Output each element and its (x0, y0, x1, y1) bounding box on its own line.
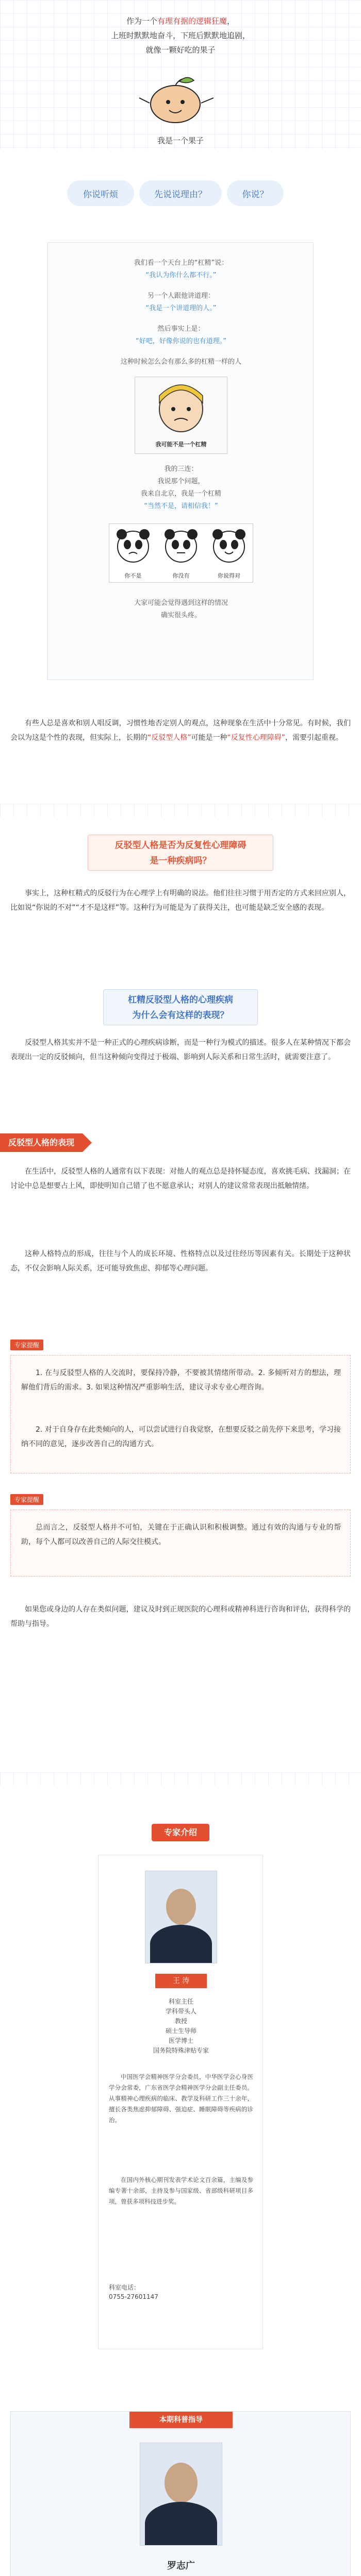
body-paragraph: 反驳型人格其实并不是一种正式的心理疾病诊断，而是一种行为模式的描述。很多人在某种情况下都会表现出一定的反驳倾向，但当这种倾向变得过于极端、影响到人际关系和日常生活时，就需要注意了。 (10, 1039, 351, 1061)
body-paragraph: 在生活中，反驳型人格的人通常有以下表现：对他人的观点总是持怀疑态度，喜欢挑毛病、找漏洞；在讨论中总是想要占上风，即使明知自己错了也不愿意承认；对别人的建议常常表现出抵触情绪。 (10, 1167, 351, 1190)
fruit-doodle-icon (119, 72, 242, 129)
expert-title: 教授 (174, 2018, 187, 2025)
tip-label: 专家提醒 (10, 1494, 43, 1505)
dialogue-line: 确实很头疼。 (160, 612, 201, 619)
question-box-blue (103, 989, 258, 1025)
question-line: 为什么会有这样的表现？ (132, 1010, 229, 1021)
expert-role (11, 2574, 351, 2576)
expert-bio: 在国内外核心期刊发表学术论文百余篇，主编及参编专著十余部，主持及参与国家级、省部级科研项目多项，曾获多项科技进步奖。 (109, 2176, 253, 2205)
meme-image (135, 377, 227, 454)
expert-name: 罗志广 (167, 2561, 195, 2571)
tip-text: 总而言之，反驳型人格并不可怕，关键在于正确认识和积极调整。通过有效的沟通与专业的帮助，每个人都可以改善自己的人际交往模式。 (21, 1523, 341, 1546)
tip-box (10, 1510, 351, 1577)
bubble-area (0, 175, 361, 232)
meme-caption: 我是一个果子 (157, 136, 204, 145)
expert-bio: 中国医学会精神医学分会委员，中华医学会心身医学分会常委，广东省医学会精神医学分会副主任委员。从事精神心理疾病的临床、教学及科研工作三十余年，擅长各类焦虑抑郁障碍、强迫症、睡眠障碍等疾病的诊治。 (109, 2073, 253, 2124)
dialogue-line: 我来自北京，我是一个杠精 (140, 490, 221, 498)
dialogue-line: 然后事实上是： (157, 325, 205, 333)
expert-header: 本期科普指导 (129, 2412, 233, 2428)
expert-card-2 (10, 2411, 351, 2576)
paragraph-highlight: “反驳型人格” (147, 734, 191, 742)
tip-label: 专家提醒 (10, 1340, 43, 1350)
question-box (88, 835, 273, 871)
panda-caption: 你说得对 (218, 572, 240, 579)
dialogue-card (47, 242, 314, 680)
expert-title: 医学博士 (168, 2037, 193, 2044)
tip-text: 1. 在与反驳型人格的人交流时，要保持冷静，不要被其情绪所带动。2. 多倾听对方的想法，理解他们背后的需求。3. 如果这种情况严重影响生活，建议寻求专业心理咨询。 (21, 1369, 341, 1392)
dialogue-line: 我说那个问题， (157, 478, 205, 485)
body-paragraph: 事实上，这种杠精式的反驳行为在心理学上有明确的说法。他们往往习惯于用否定的方式来回应别人，比如说“你说的不对”“才不是这样”等。这种行为可能是为了获得关注，也可能是缺乏安全感的表现。 (10, 889, 351, 912)
paragraph-highlight: “反复性心理障碍” (227, 734, 286, 742)
tip-box (10, 1355, 351, 1473)
avatar-body (150, 1925, 212, 1963)
contact-label: 科室电话： (109, 2284, 140, 2291)
grid-divider (0, 1772, 361, 1786)
intro-text: ， (227, 16, 235, 26)
intro-line-2: 上班时默默地奋斗，下班后默默地追剧， (110, 31, 250, 40)
speech-bubble: 你说？ (227, 180, 284, 206)
expert-card (98, 1855, 263, 2349)
expert-banner: 专家介绍 (152, 1824, 209, 1841)
dialogue-quote: “我认为你什么都不行。” (145, 272, 217, 279)
panda-faces-icon (109, 524, 253, 570)
avatar (165, 2463, 198, 2503)
paragraph-text: 可能是一种 (191, 734, 227, 742)
dialogue-line: 大家可能会觉得遇到这样的情况 (134, 599, 228, 607)
dialogue-line: 我们看一个天台上的“杠精”说： (134, 259, 228, 267)
avatar-body (145, 2502, 217, 2545)
paragraph-text: ，需要引起重视。 (285, 734, 343, 742)
expert-name: 王 涛 (155, 1974, 207, 1988)
dialogue-line: 另一个人跟他讲道理： (147, 292, 215, 300)
intro-section (0, 0, 361, 149)
intro-line-1 (0, 15, 361, 27)
avatar (166, 1889, 196, 1925)
contact-phone[interactable]: 0755-27601147 (109, 2293, 158, 2300)
panda-caption: 你不是 (124, 572, 142, 579)
tip-text: 2. 对于自身存在此类倾向的人，可以尝试进行自我觉察，在想要反驳之前先停下来思考，学习接纳不同的意见，逐步改善自己的沟通方式。 (21, 1426, 341, 1448)
dialogue-line: 我的三连： (164, 465, 198, 473)
speech-bubble: 先说说理由？ (139, 180, 222, 206)
intro-text: 作为一个 (126, 16, 157, 26)
expert-title: 硕士生导师 (165, 2027, 196, 2035)
grid-divider (0, 804, 361, 817)
body-paragraph: 这种人格特点的形成，往往与个人的成长环境、性格特点以及过往经历等因素有关。长期处于这种状态，不仅会影响人际关系，还可能导致焦虑、抑郁等心理问题。 (10, 1250, 351, 1273)
panda-meme-row (109, 523, 253, 583)
intro-highlight: 有理有据的逻辑狂魔 (157, 16, 227, 26)
meme-face-icon (135, 377, 227, 439)
intro-line-3: 就像一颗好吃的果子 (145, 45, 216, 55)
expert-title: 学科带头人 (165, 2008, 196, 2015)
question-line: 反驳型人格是否为反复性心理障碍 (114, 840, 247, 851)
section-tag: 反驳型人格的表现 (0, 1133, 83, 1152)
panda-caption: 你没有 (172, 572, 190, 579)
body-paragraph (10, 716, 351, 745)
expert-title: 国务院特殊津贴专家 (153, 2047, 209, 2054)
paragraph-text: 有些人总是喜欢和别人唱反调，习惯性地否定别人的观点，这种现象在生活中十分常见。有时候，我们会以为这是个性的表现，但实际上，长期的 (10, 719, 351, 742)
dialogue-line: 这种时候怎么会有那么多的杠精一样的人 (120, 358, 241, 366)
speech-bubble: 你说听烦 (67, 180, 134, 206)
dialogue-quote: “好吧，好像你说的也有道理。” (136, 337, 226, 345)
expert-photo (140, 2443, 222, 2546)
expert-photo (145, 1871, 217, 1963)
dialogue-quote: “我是一个讲道理的人。” (145, 304, 217, 312)
expert-title: 科室主任 (168, 1998, 193, 2005)
meme-caption: 我可能不是一个杠精 (155, 441, 207, 448)
dialogue-quote: “当然不是，请相信我！” (144, 502, 218, 510)
question-line: 是一种疾病吗？ (150, 856, 211, 866)
question-line: 杠精反驳型人格的心理疾病 (128, 995, 233, 1005)
body-paragraph: 如果您或身边的人存在类似问题，建议及时到正规医院的心理科或精神科进行咨询和评估，获得科学的帮助与指导。 (10, 1605, 351, 1628)
